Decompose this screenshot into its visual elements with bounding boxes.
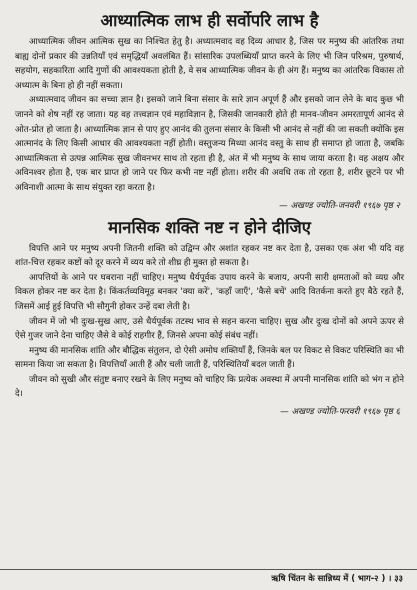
section-spiritual-gain (15, 10, 404, 213)
paragraph: अध्यात्मवाद जीवन का सच्चा ज्ञान है। इसको जाने बिना संसार के सारे ज्ञान अपूर्ण हैं और इसको जान लेने के बाद कुछ भी जानने को शेष नहीं रह जाता। यह वह तत्त्वज्ञान एवं महाविज्ञान है, जिसकी जानकारी होते ही मानव-जीवन अमरतापूर्ण आनंद से ओत-प्रोत हो जाता है। आध्यात्मिक ज्ञान से पाए हुए आनंद की तुलना संसार के किसी भी आनंद से नहीं की जा सकती क्योंकि इस आत्मानंद के लिए किसी आधार की आवश्यकता नहीं होती। वस्तुजन्य मिथ्या आनंद वस्तु के साथ ही समाप्त हो जाता है, जबकि आध्यात्मिकता से उत्पन्न आत्मिक सुख जीवनभर साथ तो रहता ही है, अंत में भी मनुष्य के साथ जाया करता है। वह अक्षय और अविनश्वर होता है, एक बार प्राप्त हो जाने पर फिर कभी नष्ट नहीं होता। शरीर की अवधि तक तो रहता है, शरीर छूटने पर भी अविनाशी आत्मा के साथ संयुक्त रहा करता है। (15, 95, 404, 193)
section-title: आध्यात्मिक लाभ ही सर्वोपरि लाभ है (100, 11, 319, 30)
paragraph: आपत्तियों के आने पर घबराना नहीं चाहिए। मनुष्य धैर्यपूर्वक उपाय करने के बजाय, अपनी सारी क्षमताओं को व्यग्र और विकल होकर नष्ट कर देता है। किंकर्तव्यविमूढ़ बनकर 'क्या करें', 'कहाँ जाएँ', 'कैसे बचें' आदि वितर्कना करते हुए बैठे रहते हैं, जिसमें आई हुई विपत्ति भी सौगुनी होकर उन्हें दबा लेती है। (15, 272, 404, 312)
paragraph: जीवन को सुखी और संतुष्ट बनाए रखने के लिए मनुष्य को चाहिए कि प्रत्येक अवस्था में अपनी मानसिक शांति को भंग न होने दे। (15, 374, 404, 400)
section-mental-power (15, 217, 404, 420)
footer-text: ऋषि चिंतन के सान्निध्य में ( भाग-२ ) । ३३ (271, 573, 403, 583)
paragraph: मनुष्य की मानसिक शांति और बौद्धिक संतुलन, दो ऐसी अमोघ शक्तियाँ हैं, जिनके बल पर विकट से विकट परिस्थिति का भी सामना किया जा सकता है। विपत्तियाँ आती हैं और चली जाती हैं, परिस्थितियाँ बदल जाती हैं। (15, 345, 404, 371)
section-title: मानसिक शक्ति नष्ट न होने दीजिए (108, 217, 311, 237)
paragraph: विपत्ति आने पर मनुष्य अपनी जितनी शक्ति को उद्विग्न और अशांत रहकर नष्ट कर देता है, उसका एक अंश भी यदि वह शांत-चित्त रहकर कष्टों को दूर करने में व्यय करे तो शीघ्र ही मुक्त हो सकता है। (15, 243, 404, 269)
paragraph: जीवन में जो भी दुःख-सुख आए, उसे धैर्यपूर्वक तटस्थ भाव से सहन करना चाहिए। सुख और दुःख दोनों को अपने ऊपर से ऐसे गुजर जाने देना चाहिए जैसे वे कोई राहगीर हैं, जिनसे अपना कोई संबंध नहीं। (15, 316, 404, 342)
paragraph: आध्यात्मिक जीवन आत्मिक सुख का निश्चित हेतु है। अध्यात्मवाद वह दिव्य आधार है, जिस पर मनुष्य की आंतरिक तथा बाह्य दोनों प्रकार की उन्नतियाँ एवं समृद्धियाँ अवलंबित हैं। सांसारिक उपलब्धियाँ प्राप्त करने के लिए भी जिन परिश्रम, पुरुषार्थ, सहयोग, सहकारिता आदि गुणों की आवश्यकता होती है, वे सब आध्यात्मिक जीवन के ही अंग हैं। मनुष्य का आंतरिक विकास तो अध्यात्म के बिना हो ही नहीं सकता। (15, 37, 404, 91)
source-citation: — अखण्ड ज्योति-जनवरी १९६७ पृष्ठ २ (279, 200, 400, 211)
source-citation: — अखण्ड ज्योति-फरवरी १९६७ पृष्ठ ६ (280, 407, 400, 418)
page-footer (0, 569, 417, 586)
